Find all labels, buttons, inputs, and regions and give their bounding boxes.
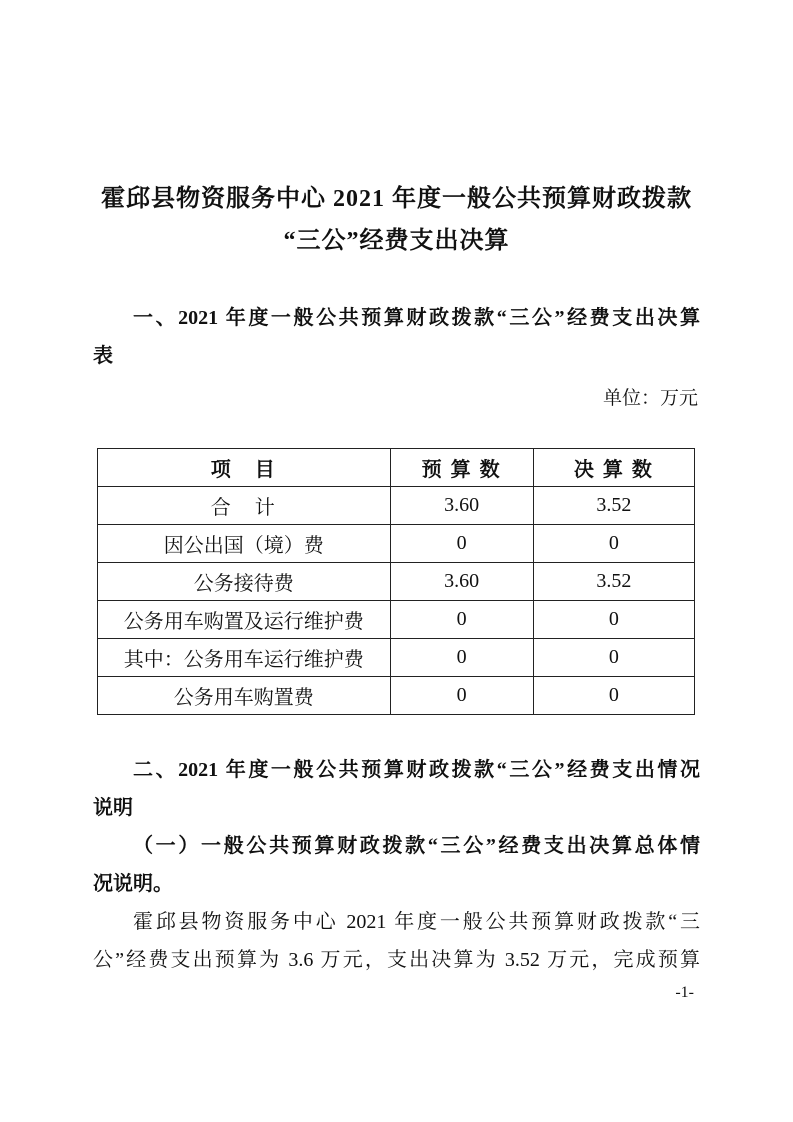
- body-paragraph: [93, 903, 700, 979]
- table-cell-final: 0: [533, 677, 694, 715]
- page-number: -1-: [675, 984, 694, 1001]
- table-row-total: [98, 487, 695, 525]
- section1-heading: [93, 299, 700, 375]
- table-cell-final: 0: [533, 639, 694, 677]
- table-cell-final: 3.52: [533, 487, 694, 525]
- table-cell-budget: 3.60: [390, 563, 533, 601]
- section2-sub-heading-line-2: 况说明。: [93, 873, 173, 895]
- section1-heading-line-2: 表: [93, 345, 113, 367]
- body-paragraph-line-2: 公”经费支出预算为 3.6 万元，支出决算为 3.52 万元，完成预算: [93, 949, 700, 971]
- section2-sub-heading-line-1: （一）一般公共预算财政拨款“三公”经费支出决算总体情: [133, 835, 700, 857]
- table-cell-final: 0: [533, 601, 694, 639]
- table-header-item: 项 目: [98, 449, 391, 487]
- section1-heading-line-1: 一、2021 年度一般公共预算财政拨款“三公”经费支出决算: [133, 307, 700, 329]
- section2-heading-line-1: 二、2021 年度一般公共预算财政拨款“三公”经费支出情况: [133, 759, 700, 781]
- table-cell-final: 3.52: [533, 563, 694, 601]
- table-cell-budget: 0: [390, 525, 533, 563]
- unit-label: 单位：万元: [602, 388, 698, 409]
- document-title-line-1: 霍邱县物资服务中心 2021 年度一般公共预算财政拨款: [101, 186, 692, 212]
- table-cell-item: 合 计: [98, 487, 391, 525]
- section2-sub-heading: [93, 827, 700, 903]
- table-header-budget: 预 算 数: [390, 449, 533, 487]
- table-cell-item: 其中：公务用车运行维护费: [98, 639, 391, 677]
- document-title: [93, 178, 700, 262]
- body-paragraph-line-1: 霍邱县物资服务中心 2021 年度一般公共预算财政拨款“三: [133, 911, 700, 933]
- table-cell-budget: 0: [390, 677, 533, 715]
- section2-heading-line-2: 说明: [93, 797, 133, 819]
- table-cell-item: 公务接待费: [98, 563, 391, 601]
- table-cell-item: 公务用车购置及运行维护费: [98, 601, 391, 639]
- table-cell-final: 0: [533, 525, 694, 563]
- table-cell-item: 因公出国（境）费: [98, 525, 391, 563]
- table-cell-item: 公务用车购置费: [98, 677, 391, 715]
- table-header-row: [98, 449, 695, 487]
- table-row-abroad-expense: [98, 525, 695, 563]
- table-row-vehicle-purchase: [98, 677, 695, 715]
- table-row-vehicle-expense: [98, 601, 695, 639]
- section2-heading: [93, 751, 700, 827]
- table-row-vehicle-maintenance: [98, 639, 695, 677]
- table-cell-budget: 0: [390, 639, 533, 677]
- document-title-line-2: “三公”经费支出决算: [283, 228, 510, 254]
- table-cell-budget: 0: [390, 601, 533, 639]
- table-cell-budget: 3.60: [390, 487, 533, 525]
- expense-table: [97, 448, 695, 715]
- table-header-final: 决 算 数: [533, 449, 694, 487]
- table-row-reception-expense: [98, 563, 695, 601]
